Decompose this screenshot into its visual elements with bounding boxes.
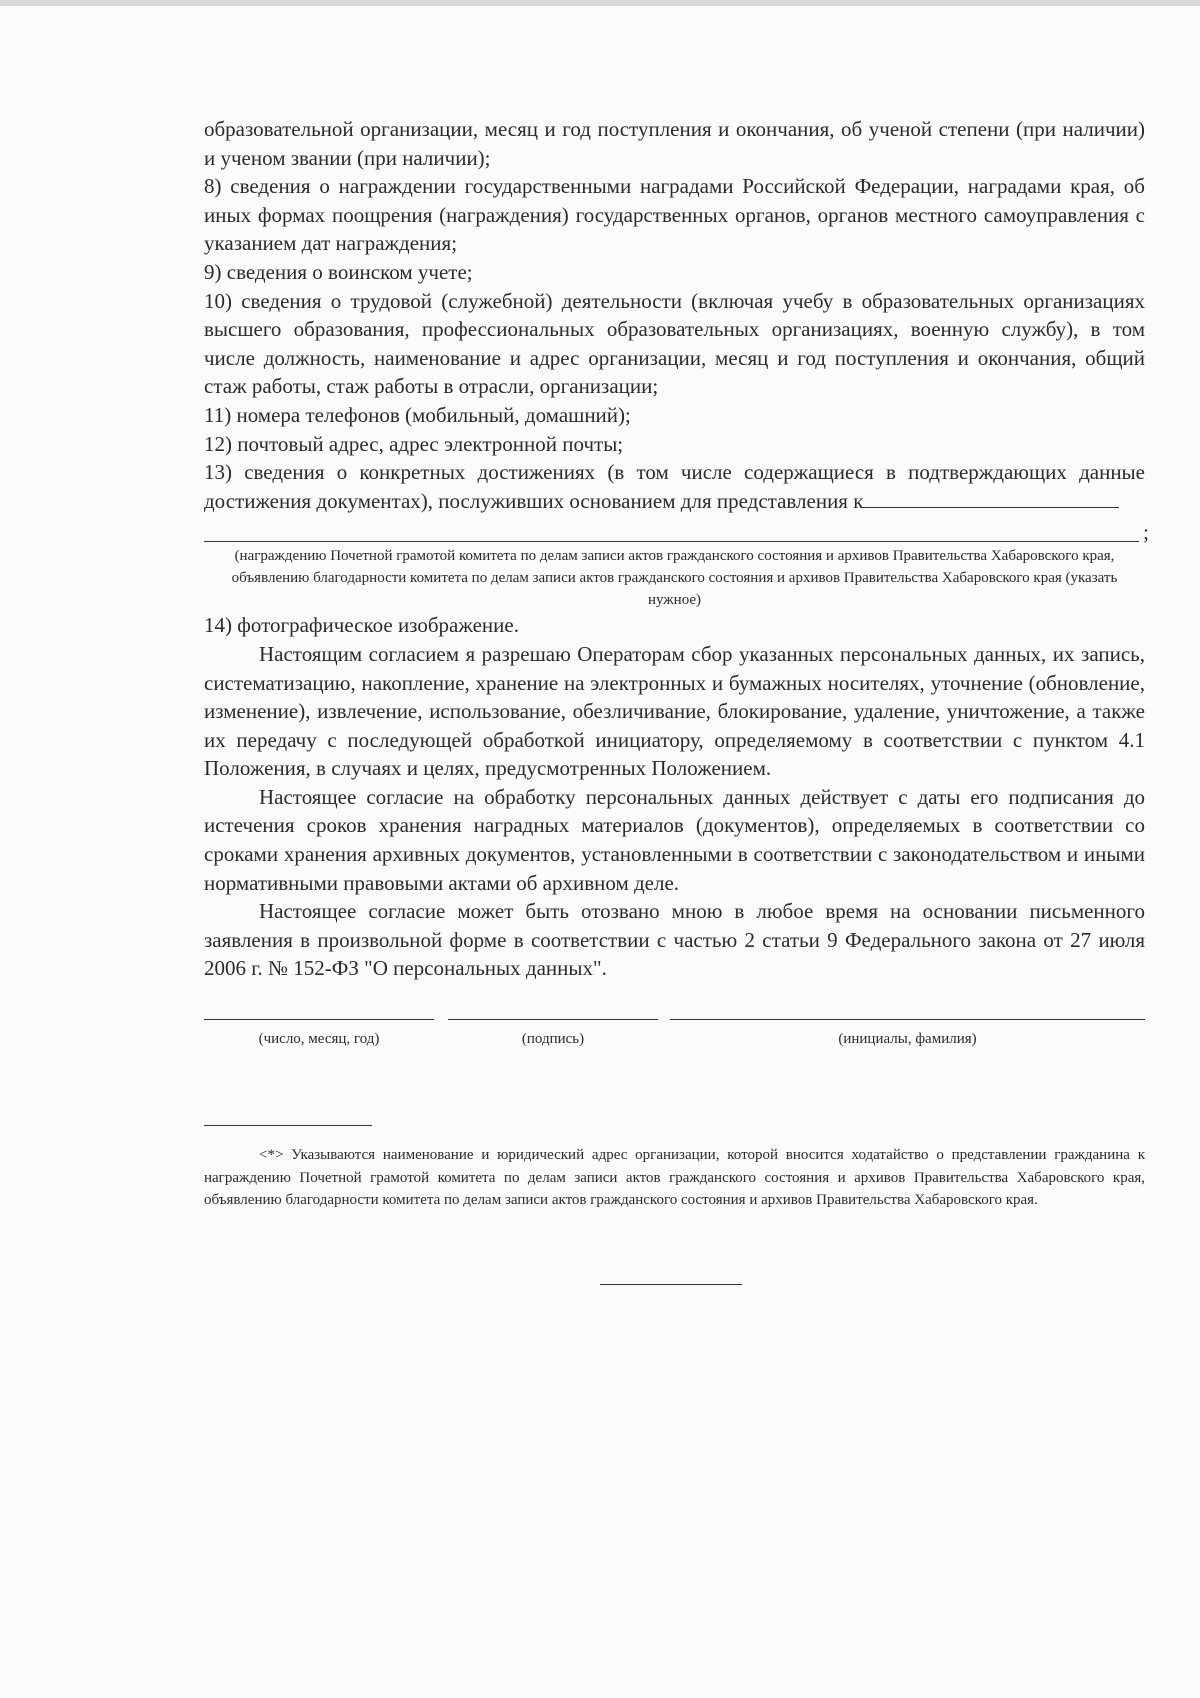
signature-label: (подпись) xyxy=(521,1031,585,1048)
consent-paragraph-1: Настоящим согласием я разрешаю Операторам сбор указанных персональных данных, их запись, систематизацию, накопление, хранение на электронных и бумажных носителях, уточнение (обновление, изменение), извлечение, использование, обезличивание, блокирование, удаление, уничтожение, а также их передачу с последующей обработкой инициатору, определяемому в соответствии с пунктом 4.1 Положения, в случаях и целях, предусмотренных Положением. xyxy=(204,641,1145,781)
item-13-caption: (награждению Почетной грамотой комитета по делам записи актов гражданского состояния и архивов Правительства Хабаровского края, объявлению благодарности комитета по делам записи актов гражданского состояния и архивов Правительства Хабаровского края (указать нужное) xyxy=(231,548,1118,609)
consent-paragraph-3: Настоящее согласие может быть отозвано мною в любое время на основании письменного заявления в произвольной форме в соответствии с частью 2 статьи 9 Федерального закона от 27 июля 2006 г. № 152-ФЗ "О персональных данных". xyxy=(204,899,1145,981)
date-label: (число, месяц, год) xyxy=(258,1031,380,1048)
signature-block xyxy=(204,1019,1145,1079)
scan-top-edge xyxy=(0,0,1200,6)
consent-paragraph-2: Настоящее согласие на обработку персональных данных действует с даты его подписания до истечения сроков хранения наградных материалов (документов), определяемых в соответствии со сроками хранения архивных документов, установленными в соответствии с законодательством и иными нормативными правовыми актами об архивном деле. xyxy=(204,784,1145,895)
end-of-page-rule xyxy=(600,1284,742,1285)
item-13-achievements xyxy=(204,458,1145,515)
item-12-address: 12) почтовый адрес, адрес электронной почты; xyxy=(204,431,624,456)
date-line xyxy=(204,1019,434,1020)
signature-line xyxy=(448,1019,658,1020)
footnote-text: <*> Указываются наименование и юридический адрес организации, которой вносится ходатайство о представлении гражданина к награждению Почетной грамотой комитета по делам записи актов гражданского состояния и архивов Правительства Хабаровского края, объявлению благодарности комитета по делам записи актов гражданского состояния и архивов Правительства Хабаровского края. xyxy=(204,1147,1145,1209)
paragraph-education-continued: образовательной организации, месяц и год поступления и окончания, об ученой степени (при наличии) и ученом звании (при наличии); xyxy=(204,117,1145,170)
item-10-employment: 10) сведения о трудовой (служебной) деятельности (включая учебу в образовательных организациях высшего образования, профессиональных образовательных организациях, военную службу), в том числе должность, наименование и адрес организации, месяц и год поступления и окончания, общий стаж работы, стаж работы в отрасли, организации; xyxy=(204,288,1145,399)
name-label: (инициалы, фамилия) xyxy=(838,1031,977,1048)
line-end-semicolon: ; xyxy=(1143,520,1149,545)
fill-in-full-line xyxy=(204,515,1149,545)
item-14-photo: 14) фотографическое изображение. xyxy=(204,613,519,638)
name-line xyxy=(670,1019,1145,1020)
footnote-separator xyxy=(204,1125,372,1126)
item-9-military: 9) сведения о воинском учете; xyxy=(204,259,473,284)
item-11-phones: 11) номера телефонов (мобильный, домашний); xyxy=(204,402,631,427)
item-13-text: 13) сведения о конкретных достижениях (в том числе содержащиеся в подтверждающих данные достижения документах), послуживших основанием для представления к xyxy=(204,460,1145,513)
fill-in-line xyxy=(863,489,1119,508)
item-8-awards: 8) сведения о награждении государственными наградами Российской Федерации, наградами края, об иных формах поощрения (награждения) государственных органов, органов местного самоуправления с указанием дат награждения; xyxy=(204,174,1145,256)
document-body xyxy=(204,115,1149,1212)
